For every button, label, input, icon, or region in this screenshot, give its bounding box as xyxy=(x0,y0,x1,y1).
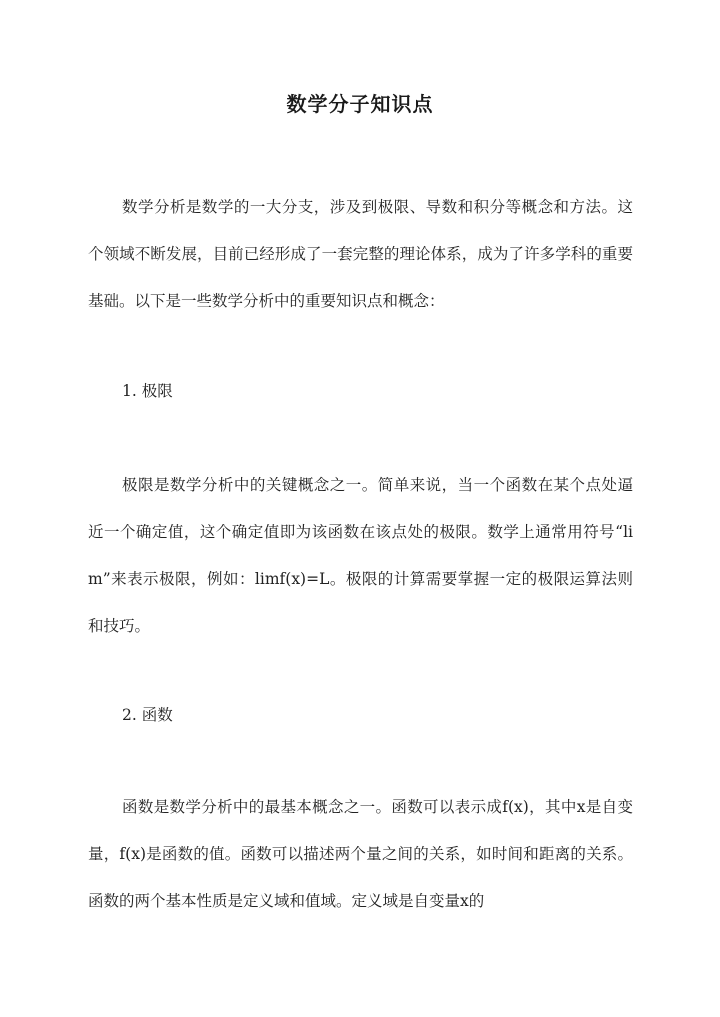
page-title: 数学分子知识点 xyxy=(286,92,434,116)
section-heading-limit: 1. 极限 xyxy=(122,382,173,400)
intro-paragraph: 数学分析是数学的一大分支，涉及到极限、导数和积分等概念和方法。这个领域不断发展，目前已经形成了一套完整的理论体系，成为了许多学科的重要基础。以下是一些数学分析中的重要知识点和概念： xyxy=(88,198,633,310)
section-body-limit: 极限是数学分析中的关键概念之一。简单来说，当一个函数在某个点处逼近一个确定值，这个确定值即为该函数在该点处的极限。数学上通常用符号“lim”来表示极限，例如：limf(x)=L。极限的计算需要掌握一定的极限运算法则和技巧。 xyxy=(88,476,633,635)
section-heading-function: 2. 函数 xyxy=(122,706,173,724)
section-body-function: 函数是数学分析中的最基本概念之一。函数可以表示成f(x)，其中x是自变量，f(x)是函数的值。函数可以描述两个量之间的关系，如时间和距离的关系。函数的两个基本性质是定义域和值域。定义域是自变量x的 xyxy=(88,798,633,910)
